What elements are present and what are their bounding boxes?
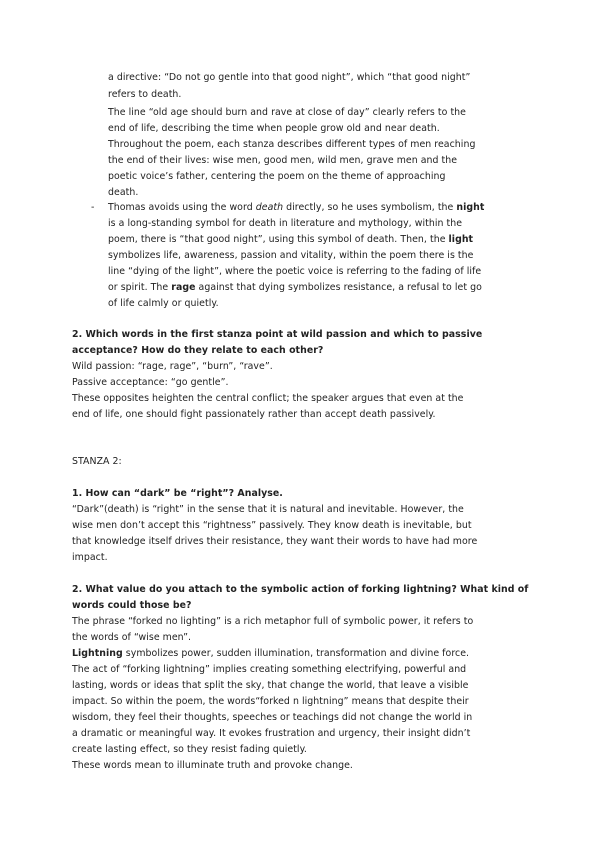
answer-line: a dramatic or meaningful way. It evokes frustration and urgency, their insight didn’t [72, 728, 471, 739]
answer-line: create lasting effect, so they resist fading quietly. [72, 744, 307, 755]
answer-line: The phrase “forked no lighting” is a rich metaphor full of symbolic power, it refers to [72, 616, 474, 627]
intro-line: The line “old age should burn and rave at close of day” clearly refers to the [108, 107, 466, 118]
question-heading: acceptance? How do they relate to each other? [72, 345, 324, 356]
answer-line: wise men don’t accept this “rightness” passively. They know death is inevitable, but [72, 520, 472, 531]
intro-line: end of life, describing the time when people grow old and near death. [108, 123, 440, 134]
bullet-line: symbolizes life, awareness, passion and vitality, within the poem there is the [108, 250, 474, 261]
bullet-line: of life calmly or quietly. [108, 298, 219, 309]
question-heading: 2. Which words in the first stanza point at wild passion and which to passive [72, 329, 483, 340]
bullet-line: is a long-standing symbol for death in literature and mythology, within the [108, 218, 463, 229]
answer-line: The act of “forking lightning” implies creating something electrifying, powerful and [72, 664, 467, 675]
bullet-line: poem, there is “that good night”, using this symbol of death. Then, the light [108, 234, 474, 245]
answer-line: Wild passion: “rage, rage”, “burn”, “rave”. [72, 361, 273, 372]
question-heading: 1. How can “dark” be “right”? Analyse. [72, 488, 283, 499]
question-heading: words could those be? [72, 600, 192, 611]
question-heading: 2. What value do you attach to the symbolic action of forking lightning? What kind of [72, 584, 529, 595]
intro-line: poetic voice’s father, centering the poem on the theme of approaching [108, 171, 446, 182]
bullet-dash: - [91, 202, 95, 213]
answer-line: that knowledge itself drives their resistance, they want their words to have had more [72, 536, 478, 547]
answer-line: impact. So within the poem, the words“forked n lightning” means that despite their [72, 696, 469, 707]
answer-line: These opposites heighten the central conflict; the speaker argues that even at the [72, 393, 464, 404]
intro-line: death. [108, 187, 139, 198]
answer-line: wisdom, they feel their thoughts, speeches or teachings did not change the world in [72, 712, 473, 723]
answer-line: Passive acceptance: “go gentle”. [72, 377, 229, 388]
section-heading: STANZA 2: [72, 456, 122, 467]
intro-line: a directive: “Do not go gentle into that good night”, which “that good night” [108, 72, 471, 83]
answer-line: end of life, one should fight passionately rather than accept death passively. [72, 409, 436, 420]
bullet-line: or spirit. The rage against that dying symbolizes resistance, a refusal to let go [108, 282, 482, 293]
answer-line: lasting, words or ideas that split the sky, that change the world, that leave a visible [72, 680, 469, 691]
intro-line: refers to death. [108, 89, 182, 100]
answer-line: “Dark”(death) is “right” in the sense that it is natural and inevitable. However, the [72, 504, 464, 515]
answer-line: Lightning symbolizes power, sudden illumination, transformation and divine force. [72, 648, 470, 659]
answer-line: These words mean to illuminate truth and provoke change. [72, 760, 353, 771]
bullet-line: Thomas avoids using the word death directly, so he uses symbolism, the night [108, 202, 485, 213]
bullet-line: line “dying of the light”, where the poetic voice is referring to the fading of life [108, 266, 482, 277]
answer-line: the words of “wise men”. [72, 632, 192, 643]
intro-line: the end of their lives: wise men, good men, wild men, grave men and the [108, 155, 458, 166]
answer-line: impact. [72, 552, 108, 563]
intro-line: Throughout the poem, each stanza describes different types of men reaching [108, 139, 476, 150]
